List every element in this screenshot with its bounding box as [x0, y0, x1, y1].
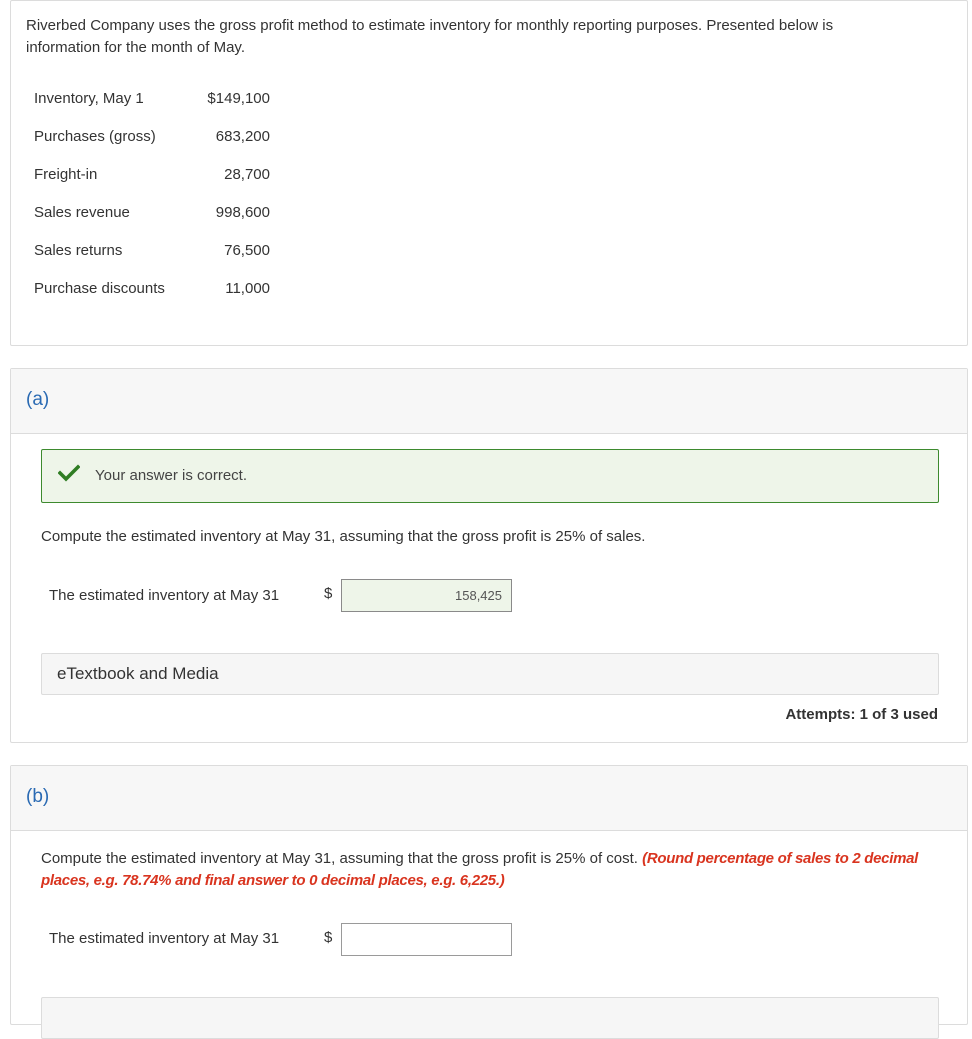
data-row-label: Inventory, May 1 [34, 89, 144, 107]
part-b-currency-symbol: $ [324, 929, 333, 946]
part-b-answer-label: The estimated inventory at May 31 [49, 930, 280, 947]
data-row-value: 76,500 [224, 241, 270, 259]
part-a-answer-label: The estimated inventory at May 31 [49, 587, 280, 604]
correct-feedback-text: Your answer is correct. [95, 467, 248, 484]
checkmark-icon [58, 464, 80, 482]
part-b-etextbook-bar[interactable] [41, 997, 939, 1039]
data-row-value: 28,700 [224, 165, 270, 183]
part-a-label: (a) [26, 389, 50, 410]
etextbook-media-label: eTextbook and Media [57, 664, 219, 683]
data-row-label: Freight-in [34, 165, 98, 183]
data-table [34, 79, 270, 307]
data-row [34, 117, 270, 155]
part-b-question-text: Compute the estimated inventory at May 31, assuming that the gross profit is 25% of cost. [41, 850, 638, 867]
problem-statement: Riverbed Company uses the gross profit method to estimate inventory for monthly reporting purposes. Presented below is information for the month of May. [26, 17, 834, 56]
part-b-label: (b) [26, 786, 50, 807]
data-row-label: Purchases (gross) [34, 127, 156, 145]
data-row-value: $149,100 [207, 89, 270, 107]
part-a-card [10, 368, 968, 743]
part-b-rounding-instruction: (Round percentage of sales to 2 decimal places, e.g. 78.74% and final answer to 0 decimal places, e.g. 6,225.) [41, 850, 919, 889]
etextbook-media-bar[interactable] [41, 653, 939, 695]
data-row [34, 231, 270, 269]
data-row-label: Sales revenue [34, 203, 130, 221]
part-a-question: Compute the estimated inventory at May 31, assuming that the gross profit is 25% of sales. [41, 528, 646, 545]
attempts-counter: Attempts: 1 of 3 used [785, 706, 938, 723]
data-row-value: 11,000 [225, 279, 270, 297]
part-b-answer-input[interactable] [341, 923, 512, 956]
part-a-answer-input[interactable] [341, 579, 512, 612]
data-row-label: Purchase discounts [34, 279, 165, 297]
part-a-header [11, 369, 967, 434]
correct-feedback-box [41, 449, 939, 503]
data-row [34, 193, 270, 231]
data-row-value: 683,200 [215, 127, 270, 145]
data-row-label: Sales returns [34, 241, 123, 259]
data-row [34, 269, 270, 307]
part-b-question [41, 848, 936, 892]
data-row-value: 998,600 [215, 203, 270, 221]
part-a-currency-symbol: $ [324, 585, 333, 602]
problem-intro-card [10, 0, 968, 346]
part-b-card [10, 765, 968, 1025]
data-row [34, 79, 270, 117]
part-b-header [11, 766, 967, 831]
data-row [34, 155, 270, 193]
